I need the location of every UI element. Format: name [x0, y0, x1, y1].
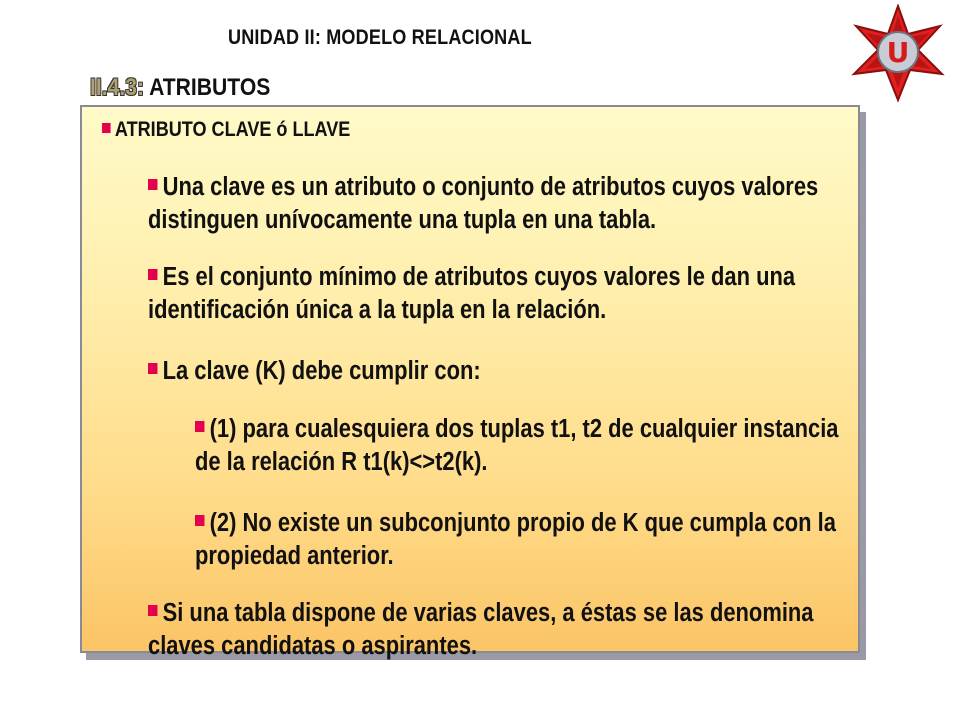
star-logo-icon	[848, 4, 948, 104]
list-item-text: Una clave es un atributo o conjunto de atributos cuyos valores distinguen unívocamente una tupla en una tabla.	[148, 173, 819, 234]
list-item	[148, 597, 862, 663]
sub-list-item-text: (2) No existe un subconjunto propio de K que cumpla con la propiedad anterior.	[195, 509, 836, 570]
bullet-icon	[195, 421, 204, 432]
bullet-icon	[148, 363, 157, 374]
list-item-text: La clave (K) debe cumplir con:	[162, 357, 481, 385]
logo-letter: U	[886, 36, 910, 69]
list-item-text: Es el conjunto mínimo de atributos cuyos valores le dan una identificación única a la tupla en la relación.	[148, 263, 796, 324]
section-code: II.4.3:	[90, 74, 144, 101]
bullet-icon	[148, 605, 157, 616]
bullet-icon	[195, 515, 204, 526]
content-panel	[80, 105, 860, 660]
list-item	[148, 261, 862, 327]
list-item	[148, 171, 862, 237]
unit-title: UNIDAD II: MODELO RELACIONAL	[228, 26, 532, 49]
university-logo	[848, 4, 948, 104]
bullet-icon	[102, 123, 111, 133]
sub-list-item	[195, 413, 857, 479]
bullet-icon	[148, 269, 157, 280]
list-item	[148, 355, 862, 388]
heading-item	[102, 117, 756, 143]
heading-text: ATRIBUTO CLAVE ó LLAVE	[114, 118, 351, 141]
bullet-icon	[148, 179, 157, 190]
sub-list-item	[195, 507, 857, 573]
section-name: ATRIBUTOS	[149, 74, 271, 101]
list-item-text: Si una tabla dispone de varias claves, a éstas se las denomina claves candidatas o aspirantes.	[148, 599, 814, 660]
section-title	[90, 74, 270, 102]
sub-list-item-text: (1) para cualesquiera dos tuplas t1, t2 de cualquier instancia de la relación R t1(k)<>t2(k).	[195, 415, 839, 476]
